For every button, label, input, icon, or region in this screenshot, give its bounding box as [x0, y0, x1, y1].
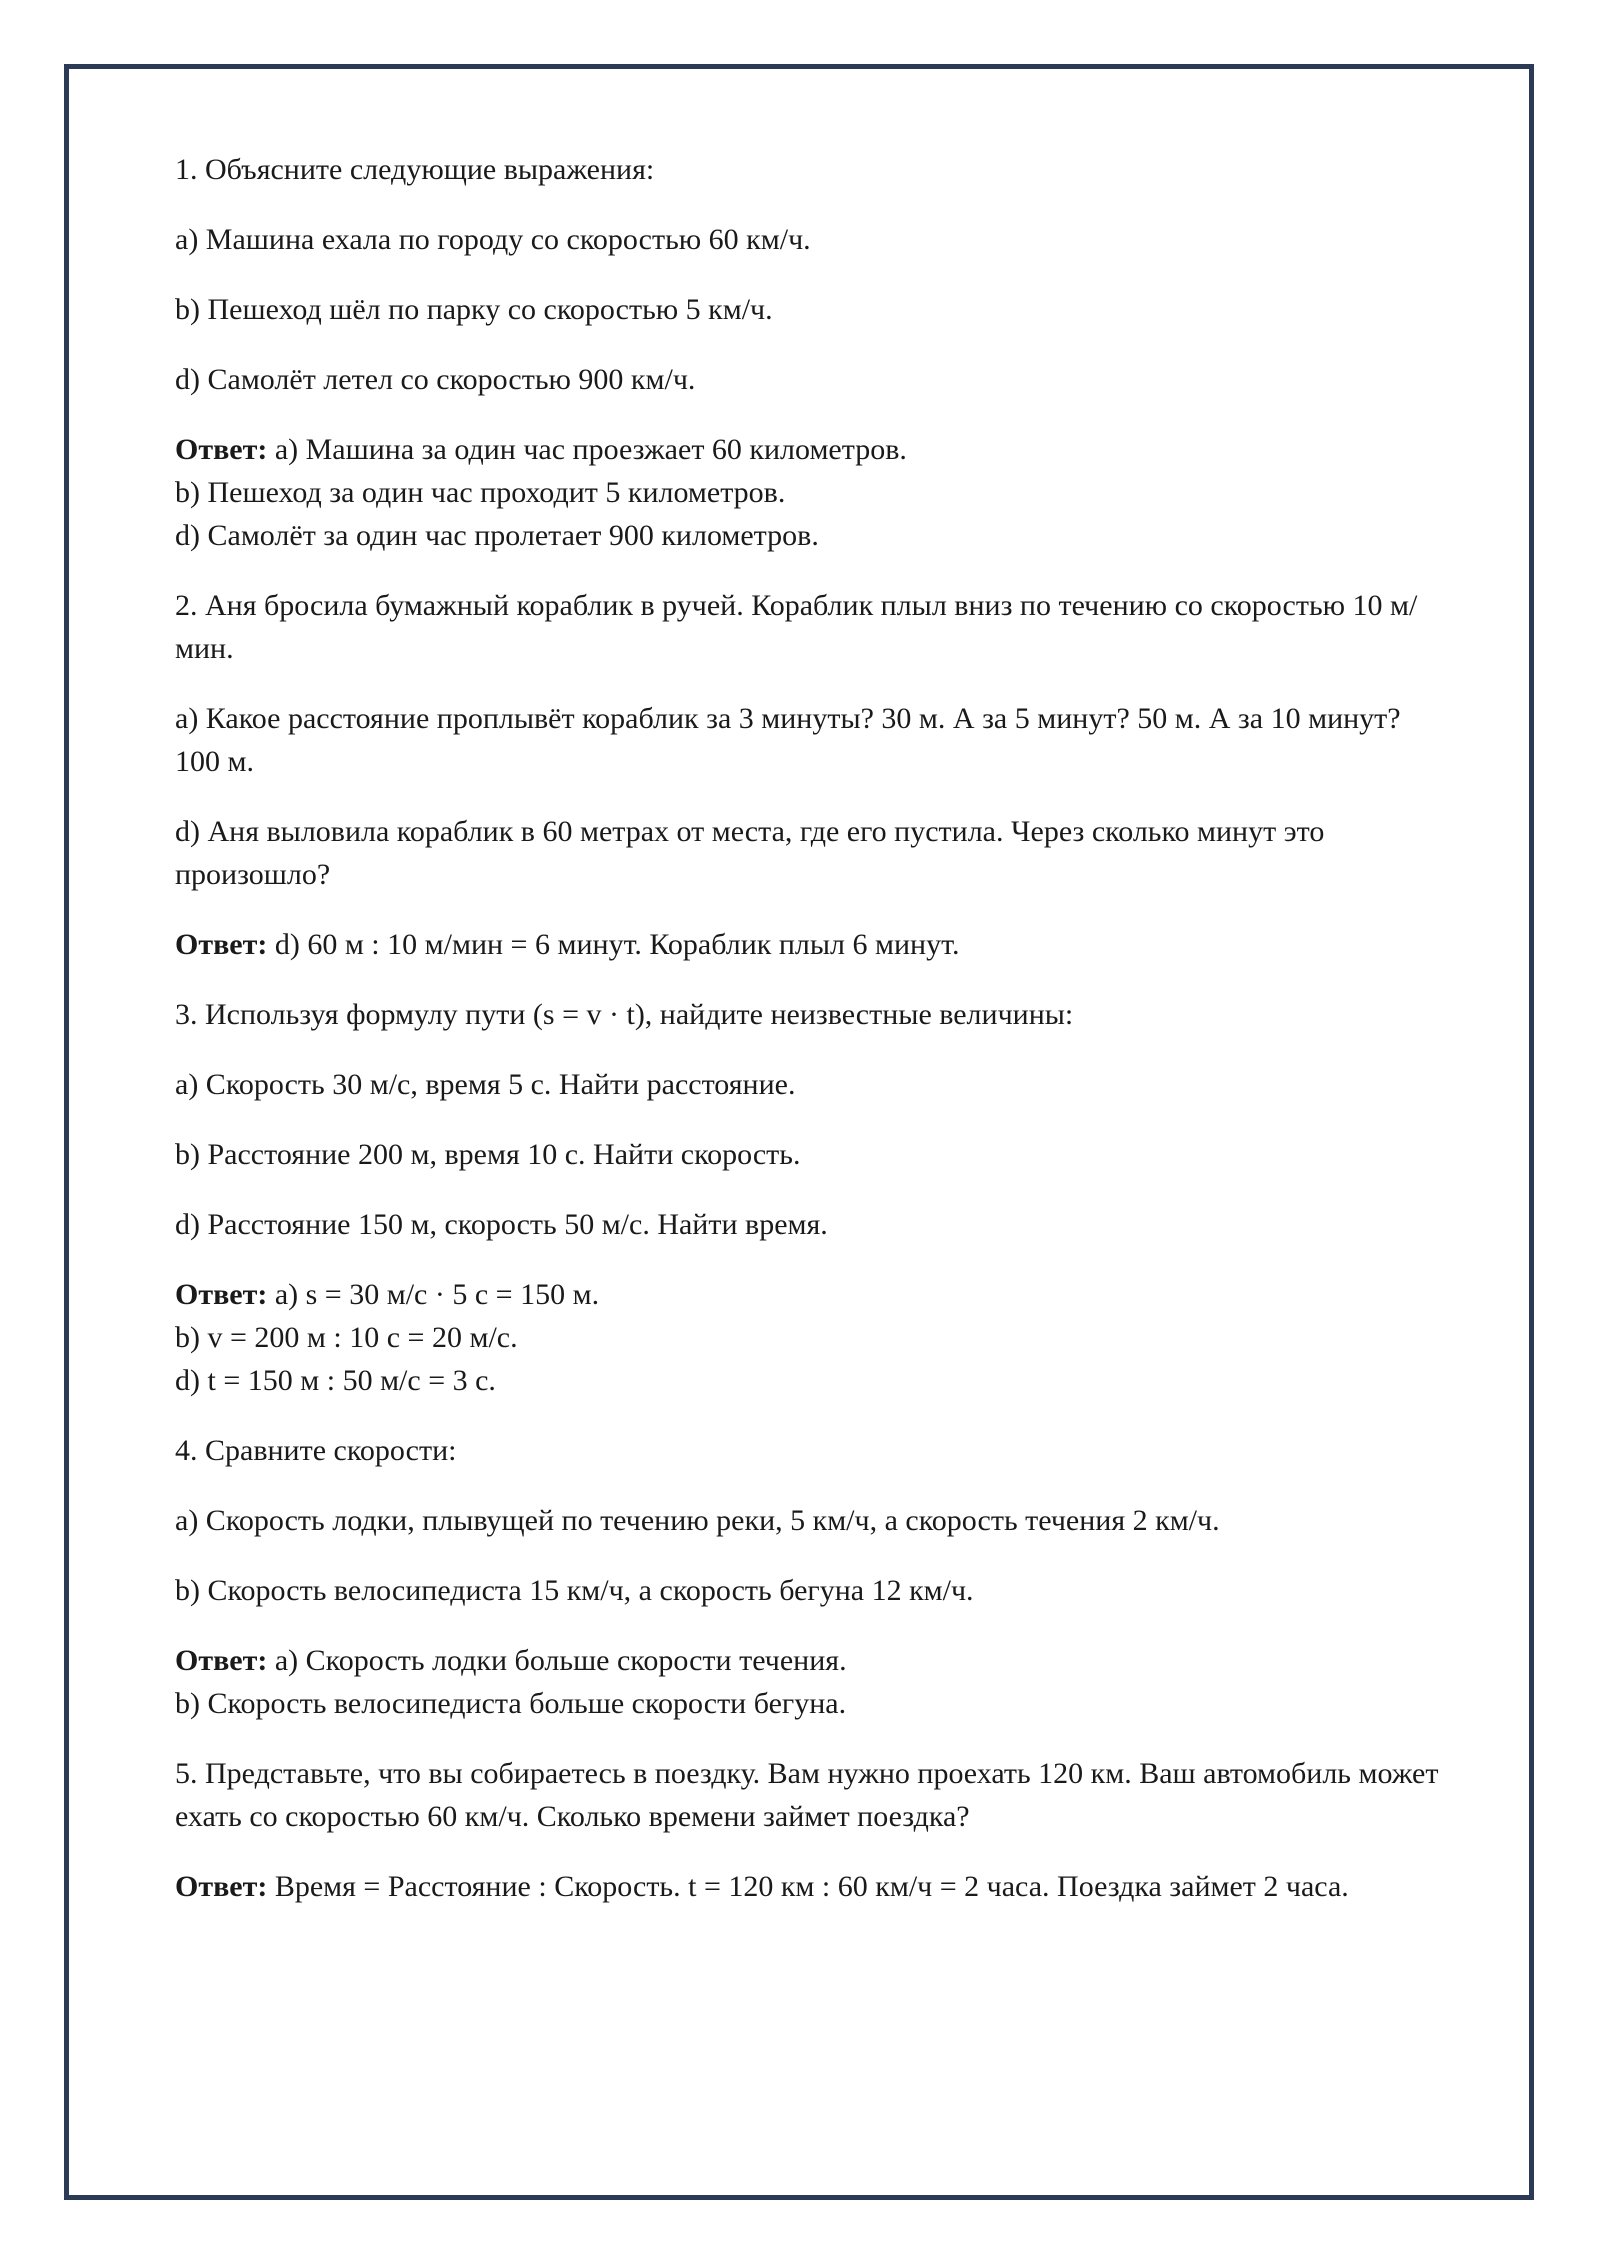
q1-answer-d: d) Самолёт за один час пролетает 900 километров.: [175, 519, 819, 552]
q1-item-a: а) Машина ехала по городу со скоростью 60 км/ч.: [175, 223, 811, 256]
q4-answer-b: b) Скорость велосипедиста больше скорости бегуна.: [175, 1687, 847, 1720]
q1-item-b: b) Пешеход шёл по парку со скоростью 5 км/ч.: [175, 293, 773, 326]
q1-item-d: d) Самолёт летел со скоростью 900 км/ч.: [175, 363, 696, 396]
answer-label: Ответ:: [175, 1870, 268, 1903]
q2-answer-text: d) 60 м : 10 м/мин = 6 минут. Кораблик плыл 6 минут.: [267, 928, 960, 961]
q4-answer: [175, 1639, 1445, 1725]
worksheet-content: [175, 148, 1445, 1935]
q3-item-b: b) Расстояние 200 м, время 10 с. Найти скорость.: [175, 1138, 801, 1171]
q1-answer-line-a: [175, 428, 1445, 471]
q2-answer: [175, 923, 1445, 966]
q3-answer-d: d) t = 150 м : 50 м/с = 3 с.: [175, 1364, 496, 1397]
q3-answer-b: b) v = 200 м : 10 с = 20 м/с.: [175, 1321, 518, 1354]
q4-title: 4. Сравните скорости:: [175, 1434, 457, 1467]
q4-answer-line-a: [175, 1639, 1445, 1682]
q1-answer: [175, 428, 1445, 557]
q3-item-d: d) Расстояние 150 м, скорость 50 м/с. Найти время.: [175, 1208, 828, 1241]
q2-item-a: а) Какое расстояние проплывёт кораблик за 3 минуты? 30 м. А за 5 минут? 50 м. А за 10 минут? 100 м.: [175, 702, 1401, 778]
q3-title: 3. Используя формулу пути (s = v · t), найдите неизвестные величины:: [175, 998, 1074, 1031]
q5-answer-text: Время = Расстояние : Скорость. t = 120 км : 60 км/ч = 2 часа. Поездка займет 2 часа.: [267, 1870, 1349, 1903]
answer-label: Ответ:: [175, 433, 268, 466]
q3-answer-line-a: [175, 1273, 1445, 1316]
answer-label: Ответ:: [175, 1644, 268, 1677]
q4-item-b: b) Скорость велосипедиста 15 км/ч, а скорость бегуна 12 км/ч.: [175, 1574, 974, 1607]
q3-answer-a: а) s = 30 м/с · 5 с = 150 м.: [267, 1278, 600, 1311]
answer-label: Ответ:: [175, 928, 268, 961]
q1-title: 1. Объясните следующие выражения:: [175, 153, 655, 186]
q4-answer-a: а) Скорость лодки больше скорости течения.: [267, 1644, 847, 1677]
q1-answer-a: а) Машина за один час проезжает 60 километров.: [267, 433, 907, 466]
q3-answer: [175, 1273, 1445, 1402]
q5-title: 5. Представьте, что вы собираетесь в поездку. Вам нужно проехать 120 км. Ваш автомобиль может ехать со скоростью 60 км/ч. Сколько времени займет поездка?: [175, 1757, 1439, 1833]
q3-item-a: а) Скорость 30 м/с, время 5 с. Найти расстояние.: [175, 1068, 796, 1101]
q2-item-d: d) Аня выловила кораблик в 60 метрах от места, где его пустила. Через сколько минут это произошло?: [175, 815, 1325, 891]
q2-title: 2. Аня бросила бумажный кораблик в ручей. Кораблик плыл вниз по течению со скоростью 10 м/мин.: [175, 589, 1418, 665]
q4-item-a: а) Скорость лодки, плывущей по течению реки, 5 км/ч, а скорость течения 2 км/ч.: [175, 1504, 1220, 1537]
q5-answer: [175, 1865, 1445, 1908]
answer-label: Ответ:: [175, 1278, 268, 1311]
q1-answer-b: b) Пешеход за один час проходит 5 километров.: [175, 476, 786, 509]
